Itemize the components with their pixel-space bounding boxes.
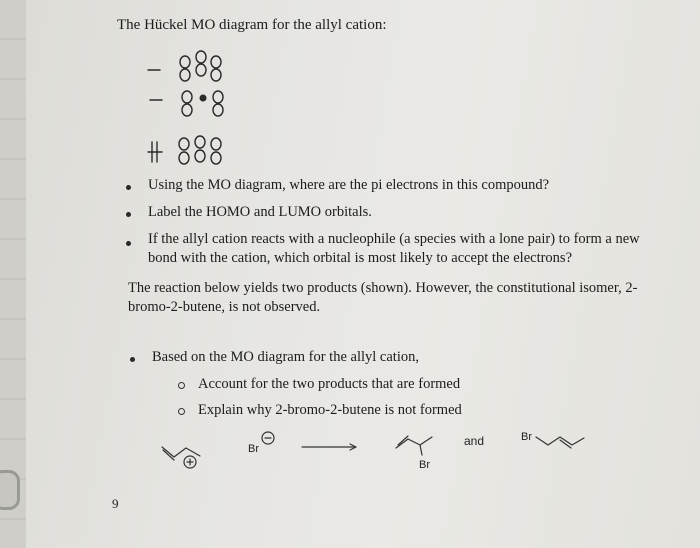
sub-question: Based on the MO diagram for the allyl cation, xyxy=(152,349,419,365)
notebook-edge xyxy=(0,0,26,548)
binder-ring xyxy=(0,470,20,510)
question-1: Using the MO diagram, where are the pi electrons in this compound? xyxy=(148,177,550,193)
bullet-4 xyxy=(130,357,135,362)
mo-node-dot xyxy=(200,95,207,102)
reaction-scheme xyxy=(150,425,610,485)
product-1-br-label: Br xyxy=(419,459,430,471)
question-2: Label the HOMO and LUMO orbitals. xyxy=(148,204,372,220)
and-label: and xyxy=(464,434,485,448)
mo-diagram-sketch xyxy=(140,44,260,174)
sub-item-1: Account for the two products that are formed xyxy=(198,376,461,392)
paragraph-line-2: bromo-2-butene, is not observed. xyxy=(128,299,321,315)
product-2-skeleton xyxy=(536,437,584,445)
page-number: 9 xyxy=(112,496,119,511)
mo-level-1-lobes xyxy=(179,136,221,164)
paragraph-line-1: The reaction below yields two products (shown). However, the constitutional isomer, 2- xyxy=(128,280,638,296)
bullet-3 xyxy=(126,241,131,246)
mo-level-3-lobes xyxy=(180,51,221,81)
question-3-line-2: bond with the cation, which orbital is most likely to accept the electrons? xyxy=(148,250,573,266)
product-2-br-label: Br xyxy=(521,431,532,443)
sub-bullet-1 xyxy=(178,382,185,389)
bromide-label: Br xyxy=(248,443,259,455)
bullet-2 xyxy=(126,212,131,217)
question-3-line-1: If the allyl cation reacts with a nucleophile (a species with a lone pair) to form a new xyxy=(148,231,640,247)
allyl-cation-skeleton xyxy=(162,447,200,457)
bullet-1 xyxy=(126,185,131,190)
sub-bullet-2 xyxy=(178,408,185,415)
sub-item-2: Explain why 2-bromo-2-butene is not formed xyxy=(198,402,462,418)
page-title: The Hückel MO diagram for the allyl cation: xyxy=(117,17,387,33)
